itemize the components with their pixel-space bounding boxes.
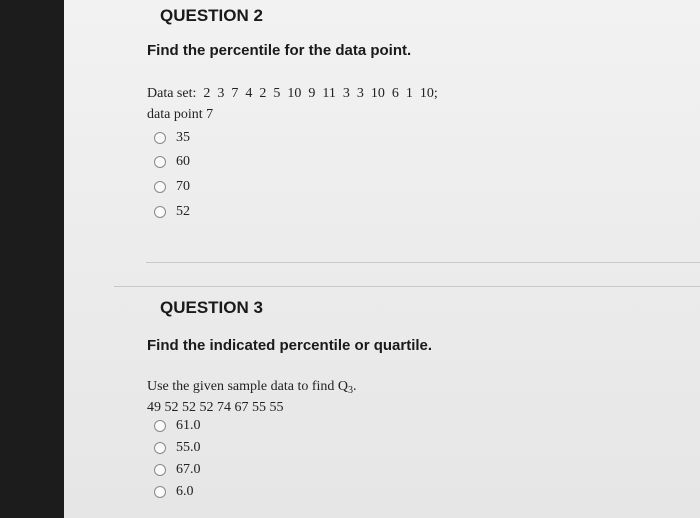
q3-option-4[interactable] xyxy=(154,482,194,502)
radio-button[interactable] xyxy=(154,181,166,193)
q2-option-1-label: 35 xyxy=(176,130,190,145)
radio-button[interactable] xyxy=(154,442,166,454)
q3-option-3-label: 67.0 xyxy=(176,462,201,477)
q2-option-3[interactable] xyxy=(154,177,190,197)
q3-option-1-label: 61.0 xyxy=(176,418,201,433)
question-3-prompt: Find the indicated percentile or quartile. xyxy=(147,337,433,354)
question-divider xyxy=(146,262,700,263)
q2-option-2[interactable] xyxy=(154,152,190,172)
q2-option-2-label: 60 xyxy=(176,154,190,169)
q3-option-4-label: 6.0 xyxy=(176,484,194,499)
question-2-data-point: data point 7 xyxy=(147,107,214,122)
q3-option-2-label: 55.0 xyxy=(176,440,201,455)
q2-option-1[interactable] xyxy=(154,128,190,148)
question-2-prompt: Find the percentile for the data point. xyxy=(147,42,412,59)
question-2-title: QUESTION 2 xyxy=(160,6,263,25)
question-3-data: 49 52 52 52 74 67 55 55 xyxy=(147,400,284,415)
q3-option-2[interactable] xyxy=(154,438,201,458)
question-3-instruction xyxy=(147,379,357,396)
q2-option-4[interactable] xyxy=(154,202,190,222)
instruction-end: . xyxy=(353,379,357,394)
q2-option-3-label: 70 xyxy=(176,179,190,194)
question-3-title: QUESTION 3 xyxy=(160,298,263,317)
radio-button[interactable] xyxy=(154,486,166,498)
radio-button[interactable] xyxy=(154,132,166,144)
instruction-subscript: 3 xyxy=(348,385,354,396)
q3-option-3[interactable] xyxy=(154,460,201,480)
q3-option-1[interactable] xyxy=(154,416,201,436)
radio-button[interactable] xyxy=(154,420,166,432)
radio-button[interactable] xyxy=(154,464,166,476)
question-2-data-set: Data set: 2 3 7 4 2 5 10 9 11 3 3 10 6 1 10; xyxy=(147,86,438,101)
q2-option-4-label: 52 xyxy=(176,204,190,219)
radio-button[interactable] xyxy=(154,156,166,168)
left-dark-bar xyxy=(0,0,64,518)
question-divider xyxy=(114,286,700,287)
instruction-text: Use the given sample data to find Q xyxy=(147,379,349,394)
radio-button[interactable] xyxy=(154,206,166,218)
